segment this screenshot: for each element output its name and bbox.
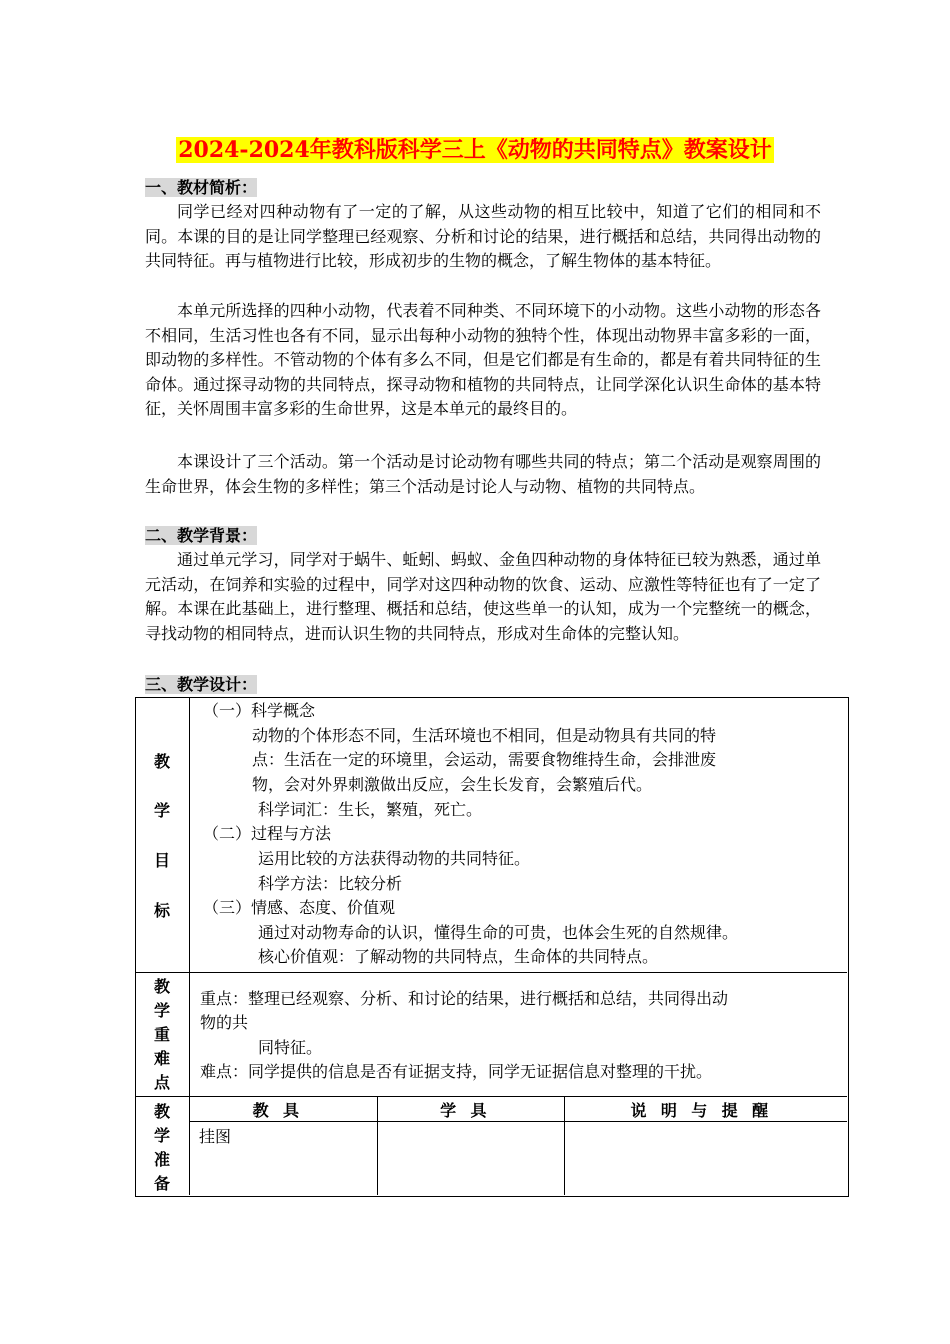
prep-header-notes: 说明与提醒 [630, 1101, 783, 1120]
objectives-line-9: （三）情感、态度、价值观 [203, 898, 396, 917]
prep-header-teacher: 教具 [252, 1101, 314, 1120]
section1-paragraph-1: 同学已经对四种动物有了一定的了解，从这些动物的相互比较中，知道了它们的相同和不同。本课的目的是让同学整理已经观察、分析和讨论的结果，进行概括和总结，共同得出动物的共同特征。再与植物进行比较，形成初步的生物的概念，了解生物体的基本特征。 [145, 202, 821, 271]
section1-paragraph-3: 本课设计了三个活动。第一个活动是讨论动物有哪些共同的特点；第二个活动是观察周围的生命世界，体会生物的多样性；第三个活动是讨论人与动物、植物的共同特点。 [145, 452, 821, 496]
section3-heading: 三、教学设计： [145, 675, 258, 694]
keypoints-label-1: 教 [153, 977, 170, 996]
section2-paragraph-1: 通过单元学习，同学对于蜗牛、蚯蚓、蚂蚁、金鱼四种动物的身体特征已较为熟悉，通过单元活动，在饲养和实验的过程中，同学对这四种动物的饮食、运动、应激性等特征也有了一定了解。本课在此基础上，进行整理、概括和总结，使这些单一的认知，成为一个完整统一的概念，寻找动物的相同特点，进而认识生物的共同特点，形成对生命体的完整认知。 [145, 550, 821, 643]
objectives-label-4: 标 [153, 901, 170, 920]
keypoints-line-3: 同特征。 [258, 1038, 323, 1057]
keypoints-label-2: 学 [153, 1001, 170, 1020]
objectives-line-4: 物，会对外界刺激做出反应，会生长发育，会繁殖后代。 [252, 775, 653, 794]
objectives-line-5: 科学词汇：生长，繁殖，死亡。 [258, 800, 483, 819]
prep-label-3: 准 [153, 1150, 170, 1169]
keypoints-label-3: 重 [153, 1025, 170, 1044]
objectives-label-3: 目 [153, 851, 170, 870]
objectives-line-11: 核心价值观：了解动物的共同特点，生命体的共同特点。 [258, 947, 659, 966]
objectives-line-6: （二）过程与方法 [203, 824, 332, 843]
row-divider-2 [136, 1096, 847, 1097]
prep-teacher-item: 挂图 [199, 1127, 232, 1146]
keypoints-label-4: 难 [153, 1049, 170, 1068]
prep-label-2: 学 [153, 1126, 170, 1145]
section2-heading: 二、教学背景： [145, 526, 258, 545]
keypoints-line-4: 难点：同学提供的信息是否有证据支持，同学无证据信息对整理的干扰。 [200, 1062, 713, 1081]
prep-header-student: 学具 [440, 1101, 501, 1120]
objectives-label-1: 教 [153, 752, 170, 771]
objectives-line-8: 科学方法：比较分析 [258, 874, 403, 893]
objectives-line-1: （一）科学概念 [203, 701, 316, 720]
section1-paragraph-2: 本单元所选择的四种小动物，代表着不同种类、不同环境下的小动物。这些小动物的形态各不相同，生活习性也各有不同，显示出每种小动物的独特个性，体现出动物界丰富多彩的一面，即动物的多样性。不管动物的个体有多么不同，但是它们都是有生命的，都是有着共同特征的生命体。通过探寻动物的共同特点，探寻动物和植物的共同特点，让同学深化认识生命体的基本特征，关怀周围丰富多彩的生命世界，这是本单元的最终目的。 [145, 301, 821, 419]
objectives-label-2: 学 [153, 801, 170, 820]
objectives-line-3: 点：生活在一定的环境里，会运动，需要食物维持生命，会排泄废 [252, 750, 717, 769]
keypoints-line-1: 重点：整理已经观察、分析、和讨论的结果，进行概括和总结，共同得出动 [200, 989, 729, 1008]
prep-label-1: 教 [153, 1102, 170, 1121]
objectives-line-10: 通过对动物寿命的认识，懂得生命的可贵，也体会生死的自然规律。 [258, 923, 739, 942]
objectives-line-7: 运用比较的方法获得动物的共同特征。 [258, 849, 531, 868]
document-title [0, 134, 950, 166]
keypoints-label-5: 点 [153, 1073, 170, 1092]
title-text: 2024-2024年教科版科学三上《动物的共同特点》教案设计 [178, 137, 772, 163]
row-divider-1 [136, 972, 847, 973]
objectives-line-2: 动物的个体形态不同，生活环境也不相同，但是动物具有共同的特 [252, 726, 717, 745]
section1-heading: 一、教材简析： [145, 178, 258, 197]
keypoints-line-2: 物的共 [200, 1013, 249, 1032]
prep-label-4: 备 [153, 1174, 170, 1193]
